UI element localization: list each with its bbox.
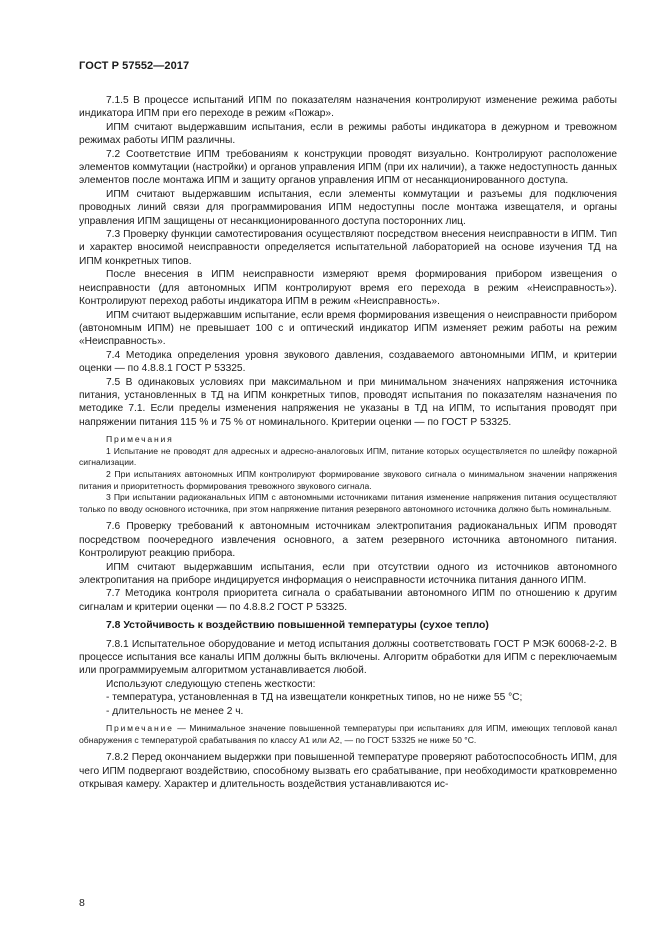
paragraph-7-8-2: 7.8.2 Перед окончанием выдержки при повышенной температуре проверяют работоспособность ИПМ, для чего ИПМ подвергают воздействию, способному вызвать его срабатывание, при необходимости кратковременно открывая камеру. Характер и длительность воздействия устанавливаются ис- <box>79 752 617 790</box>
note-4 <box>79 723 617 746</box>
paragraph-7-3: 7.3 Проверку функции самотестирования осуществляют посредством внесения неисправности в ИПМ. Тип и характер вносимой неисправности определяется испытательной лабораторией на основе изучения ТД на ИПМ конкретных типов. <box>79 229 617 267</box>
note-1: 1 Испытание не проводят для адресных и адресно-аналоговых ИПМ, питание которых осуществляется по шлейфу пожарной сигнализации. <box>79 445 617 468</box>
list-item: - температура, установленная в ТД на извещатели конкретных типов, но не ниже 55 °С; <box>106 692 523 704</box>
paragraph-7-1-5: 7.1.5 В процессе испытаний ИПМ по показателям назначения контролируют изменение режима работы индикатора ИПМ при его переходе в режим «Пожар». <box>79 95 617 120</box>
page-number: 8 <box>79 897 85 909</box>
document-header: ГОСТ Р 57552—2017 <box>79 60 190 72</box>
note-3: 3 При испытании радиоканальных ИПМ с автономными источниками питания изменение напряжения питания осуществляют только по вводу основного источника, при этом напряжение питания резервного автономного источника должно быть номинальным. <box>79 492 617 514</box>
note-text: — Минимальное значение повышенной температуры при испытаниях для ИПМ, имеющих тепловой канал обнаружения с температурой срабатывания по классу А1 или А2, — по ГОСТ 53325 не ниже 50 °С. <box>79 723 617 745</box>
paragraph: ИПМ считают выдержавшим испытания, если при отсутствии одного из источников автономного электропитания на приборе индицируется информация о неисправности источника питания данного ИПМ. <box>79 561 617 586</box>
paragraph: ИПМ считают выдержавшим испытание, если время формирования извещения о неисправности прибором (автономным ИПМ) не превышает 100 с и оптический индикатор ИПМ изменяет режим работы на режим «Неисправность». <box>79 309 617 348</box>
paragraph: Используют следующую степень жесткости: <box>106 678 316 690</box>
paragraph-7-7: 7.7 Методика контроля приоритета сигнала о срабатывании автономного ИПМ по отношению к другим сигналам и критерии оценки — по 4.8.8.2 ГОСТ Р 53325. <box>79 588 617 613</box>
paragraph: После внесения в ИПМ неисправности измеряют время формирования прибором извещения о неисправности (для автономных ИПМ контролируют время его перехода в режим «Неисправность»). Контролируют переход работы индикатора ИПМ в режим «Неисправность». <box>79 269 617 308</box>
paragraph-7-5: 7.5 В одинаковых условиях при максимальном и при минимальном значениях напряжения источника питания, установленных в ТД на ИПМ конкретных типов, проводят испытания по показателям назначения по методике 7.1. Если пределы изменения напряжения не указаны в ТД на ИПМ, то испытания проводят при напряжении питания 115 % и 75 % от номинального. Критерии оценки — по ГОСТ Р 53325. <box>79 376 617 428</box>
paragraph-7-2: 7.2 Соответствие ИПМ требованиям к конструкции проводят визуально. Контролируют расположение элементов коммутации (настройки) и органов управления ИПМ (при их наличии), а также недоступность данных элементов после монтажа ИПМ и защиту органов управления ИПМ от несанкционированного доступа. <box>79 148 617 187</box>
note-label: Примечание <box>106 723 174 733</box>
paragraph-7-8-1: 7.8.1 Испытательное оборудование и метод испытания должны соответствовать ГОСТ Р МЭК 60068-2-2. В процессе испытания все каналы ИПМ должны быть включены. Алгоритм обработки для ИПМ с переключаемым или программируемым алгоритмом устанавливается любой. <box>79 638 617 677</box>
paragraph-7-6: 7.6 Проверку требований к автономным источникам электропитания радиоканальных ИПМ проводят посредством поочередного извлечения основного, а затем резервного источника автономного питания. Контролируют реакцию прибора. <box>79 521 617 560</box>
paragraph: ИПМ считают выдержавшим испытания, если элементы коммутации и разъемы для подключения проводных линий связи для программирования ИПМ недоступны после монтажа извещателя, и органы управления ИПМ защищены от несанкционированного доступа посторонних лиц. <box>79 188 617 227</box>
list-item: - длительность не менее 2 ч. <box>106 705 244 717</box>
section-heading-7-8: 7.8 Устойчивость к воздействию повышенной температуры (сухое тепло) <box>106 620 489 632</box>
note-2: 2 При испытаниях автономных ИПМ контролируют формирование звукового сигнала о минимальном значении напряжения питания и приоритетность формирования тревожного звукового сигнала. <box>79 468 617 491</box>
document-body <box>79 94 617 791</box>
paragraph: ИПМ считают выдержавшим испытания, если в режимы работы индикатора в дежурном и тревожном режимах работы ИПМ различны. <box>79 121 617 147</box>
paragraph-7-4: 7.4 Методика определения уровня звукового давления, создаваемого автономными ИПМ, и критерии оценки — по 4.8.8.1 ГОСТ Р 53325. <box>79 349 617 375</box>
notes-title: Примечания <box>106 434 174 445</box>
